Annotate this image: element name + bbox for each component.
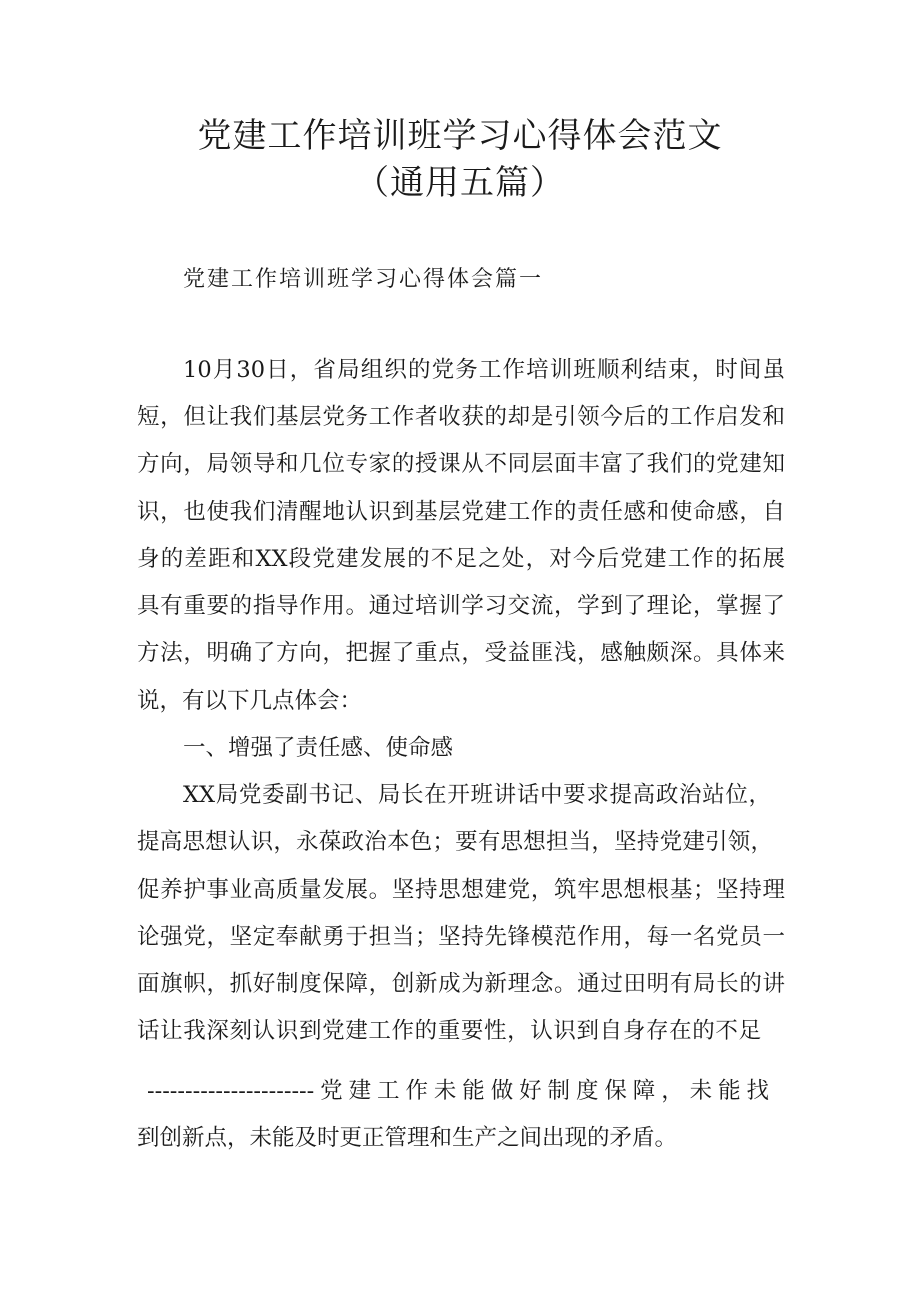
- paragraph-line: 短，但让我们基层党务工作者收获的却是引领今后的工作启发和: [137, 404, 785, 430]
- paragraph-line: 方法，明确了方向，把握了重点，受益匪浅，感触颇深。具体来: [137, 640, 785, 666]
- section-heading: 党建工作培训班学习心得体会篇一: [183, 267, 544, 292]
- paragraph-line: 方向，局领导和几位专家的授课从不同层面丰富了我们的党建知: [137, 451, 785, 477]
- paragraph-line: 提高思想认识，永葆政治本色；要有思想担当，坚持党建引领，: [137, 829, 773, 855]
- paragraph-line: 到创新点，未能及时更正管理和生产之间出现的矛盾。: [137, 1125, 678, 1151]
- paragraph-line: 论强党，坚定奉献勇于担当；坚持先锋模范作用，每一名党员一: [137, 924, 785, 950]
- paragraph-line: XX局党委副书记、局长在开班讲话中要求提高政治站位，: [183, 782, 771, 808]
- document-title: 党建工作培训班学习心得体会范文: [197, 116, 723, 156]
- paragraph-line: 说，有以下几点体会：: [137, 688, 363, 714]
- point-heading: 一、增强了责任感、使命感: [183, 735, 454, 761]
- paragraph-line: 具有重要的指导作用。通过培训学习交流，学到了理论，掌握了: [137, 593, 785, 619]
- paragraph-line: 身的差距和XX段党建发展的不足之处，对今后党建工作的拓展: [137, 546, 785, 572]
- paragraph-line: ----------------------党建工作未能做好制度保障，未能找: [147, 1078, 769, 1104]
- paragraph-line: 10月30日，省局组织的党务工作培训班顺利结束，时间虽: [183, 357, 785, 383]
- paragraph-line: 面旗帜，抓好制度保障，创新成为新理念。通过田明有局长的讲: [137, 971, 785, 997]
- document-title-subtitle: （通用五篇）: [355, 163, 565, 203]
- paragraph-line: 促养护事业高质量发展。坚持思想建党，筑牢思想根基；坚持理: [137, 877, 785, 903]
- paragraph-line: 识，也使我们清醒地认识到基层党建工作的责任感和使命感，自: [137, 499, 785, 525]
- paragraph-line: 话让我深刻认识到党建工作的重要性，认识到自身存在的不足: [137, 1018, 761, 1044]
